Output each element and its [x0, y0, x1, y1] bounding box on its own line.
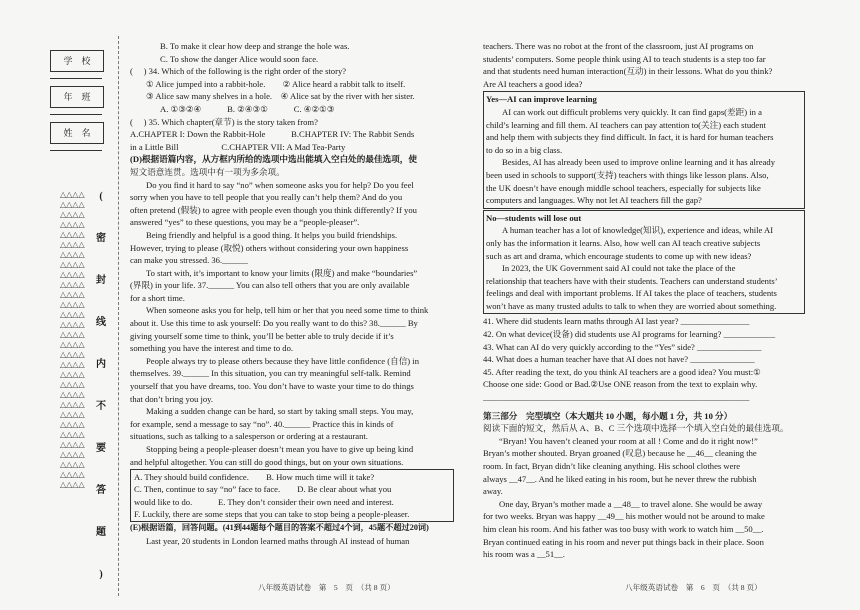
text-line: When someone asks you for help, tell him or her that you need some time to think [146, 305, 429, 316]
triangle-row: △△△△ [60, 340, 85, 349]
triangle-row: △△△△ [60, 190, 85, 199]
triangle-row: △△△△ [60, 250, 85, 259]
cloze-line: Bryan continued eating in his room and never put things back in their place. Soon [483, 536, 764, 547]
question-line: 44. What does a human teacher have that AI does not have? _______________ [483, 354, 755, 365]
cloze-line: room. In fact, Bryan didn’t like cleaning anything. His school clothes were [483, 461, 741, 471]
triangle-row: △△△△ [60, 330, 85, 339]
text-line: Stopping being a people-pleaser doesn’t mean you have to give up being kind [146, 444, 414, 454]
question-line: 45. After reading the text, do you think AI teachers are a good idea? You must:① [483, 366, 761, 377]
text-line: such as art and drama, which encourage students to come up with new ideas? [486, 250, 752, 261]
cloze-line: him clean his room. And his father was too busy with work to watch him __50__. [483, 523, 764, 534]
text-line: and help them with subjects they find difficult. In fact, it is hard for human teachers [486, 132, 774, 143]
triangle-row: △△△△ [60, 350, 85, 359]
class-field-line[interactable] [50, 114, 102, 115]
question-line: Choose one side: Good or Bad.②Use ONE reason from the text to explain why. [483, 379, 758, 390]
text-line: However, trying to please (取悦) others without considering your own happiness [130, 242, 409, 253]
text-line: been used in schools to support(支持) teachers with things like lesson plans. Also, [486, 169, 769, 180]
text-line: Being friendly and helpful is a good thing. It helps you build friendships. [146, 229, 398, 240]
seal-char: 线 [96, 317, 106, 328]
triangle-row: △△△△ [60, 430, 85, 439]
left-text [130, 40, 454, 468]
seal-line-notice [94, 190, 108, 610]
option-line: would like to do. E. They don’t consider their own need and interest. [134, 496, 394, 507]
triangle-row: △△△△ [60, 320, 85, 329]
text-line: that don’t bring you joy. [130, 393, 214, 404]
triangle-row: △△△△ [60, 450, 85, 459]
text-line: Do you find it hard to say “no” when someone asks you for help? Do you feel [146, 179, 414, 190]
triangle-row: △△△△ [60, 360, 85, 369]
text-line: about it. Use this time to ask yourself: Do you really want to do this? 38.______ By [130, 318, 418, 329]
question-line: ______________________________________________________________ [483, 392, 750, 403]
binding-strip [0, 0, 128, 609]
no-box [483, 210, 805, 315]
section3-instruction: 阅读下面的短文，然后从 A、B、C 三个选项中选择一个填入空白处的最佳选项。 [483, 423, 789, 434]
text-line: often pretend (假装) to agree with people even though you think differently? If you [130, 204, 417, 215]
cloze-passage [483, 435, 803, 561]
seal-char: 要 [96, 443, 106, 454]
cloze-line: Bryan’s mother shouted. Bryan groaned (叹息) because he __46__ cleaning the [483, 448, 757, 459]
section3-title: 第三部分 完型填空（本大题共 10 小题，每小题 1 分，共 10 分） [483, 410, 733, 421]
text-line: B. To make it clear how deep and strange the hole was. [160, 41, 350, 51]
text-line: for example, send a message to say “no”. 40.______ Practice this in kinds of [130, 418, 394, 429]
left-column [130, 40, 454, 547]
text-line: won’t have as many trusted adults to talk to when they are worried about something. [486, 300, 777, 311]
cloze-line: for two weeks. Bryan was happy __49__ his mother would not be around to make [483, 511, 765, 522]
triangle-row: △△△△ [60, 240, 85, 249]
triangle-row: △△△△ [60, 470, 85, 479]
question-line: 41. Where did students learn maths through AI last year? ________________ [483, 316, 750, 327]
triangle-border [60, 190, 85, 490]
cloze-line: “Bryan! You haven’t cleaned your room at all ! Come and do it right now!” [499, 435, 758, 446]
ai-article-intro [483, 40, 803, 90]
triangle-row: △△△△ [60, 410, 85, 419]
fold-line [118, 36, 119, 596]
seal-char: 不 [96, 401, 106, 412]
option-line: A. They should build confidence. B. How much time will it take? [134, 472, 375, 483]
triangle-row: △△△△ [60, 200, 85, 209]
text-line: 短文语意连贯。选项中有一项为多余项。 [130, 166, 285, 177]
text-line: Are AI teachers a good idea? [483, 78, 583, 89]
text-line: C. To show the danger Alice would soon face. [160, 53, 319, 64]
cloze-line: always __47__. And he liked eating in his room, but he never threw the rubbish [483, 473, 757, 484]
question-line: 42. On what device(设备) did students use AI programs for learning? ____________ [483, 329, 776, 340]
text-line: only has the information it learns. Also, how well can AI teach creative subjects [486, 237, 761, 248]
triangle-row: △△△△ [60, 460, 85, 469]
text-line: ③ Alice saw many shelves in a hole. ④ Alice sat by the river with her sister. [146, 91, 415, 102]
right-column [483, 40, 803, 561]
seal-open: ( [99, 191, 103, 202]
page-footer-right: 八年级英语试卷 第 6 页 （共 8 页） [625, 583, 762, 592]
cloze-line: his room was a __51__. [483, 549, 565, 560]
triangle-row: △△△△ [60, 440, 85, 449]
text-line: Besides, AI has already been used to improve online learning and it has already [502, 157, 776, 168]
no-heading: No—students will lose out [486, 212, 582, 223]
text-line: ( ) 35. Which chapter(章节) is the story taken from? [130, 116, 318, 127]
text-line: relationship that teachers have with their students. Teachers can understand students’ [486, 275, 778, 286]
text-line: AI can work out difficult problems very quickly. It can find gaps(差距) in a [502, 106, 762, 117]
text-line: feelings and deal with important problems. If AI takes the place of teachers, students [486, 288, 777, 299]
triangle-row: △△△△ [60, 310, 85, 319]
text-line: teachers. There was no robot at the front of the classroom, just AI programs on [483, 41, 754, 51]
triangle-row: △△△△ [60, 380, 85, 389]
triangle-row: △△△△ [60, 290, 85, 299]
text-line: for a short time. [130, 292, 185, 303]
question-line: 43. What can AI do very quickly according to the “Yes” side? _______________ [483, 341, 762, 352]
seal-char: 题 [96, 527, 106, 538]
seal-char: 答 [96, 485, 106, 496]
triangle-row: △△△△ [60, 270, 85, 279]
text-line: in a Little Bill C.CHAPTER VII: A Mad Tea-Party [130, 141, 346, 152]
name-field-line[interactable] [50, 150, 102, 151]
seal-char: 密 [96, 233, 106, 244]
options-box [130, 469, 454, 522]
text-line: answered “yes” to these questions, you may be a “people-pleaser”. [130, 217, 360, 228]
triangle-row: △△△△ [60, 220, 85, 229]
yes-box [483, 91, 805, 208]
triangle-row: △△△△ [60, 300, 85, 309]
text-line: the UK doesn’t have enough middle school teachers, especially for subjects like [486, 182, 761, 193]
class-field-label: 年 班 [50, 86, 104, 108]
text-line: People always try to please others because they have little confidence (自信) in [146, 355, 419, 366]
text-line: In 2023, the UK Government said AI could not take the place of the [502, 263, 736, 274]
text-line: giving yourself some time to think, you’ll be better able to truly decide if it’s [130, 330, 394, 341]
cloze-line: One day, Bryan’s mother made a __48__ to travel alone. She would be away [499, 498, 763, 509]
text-line: students’ computers. Some people think using AI to teach students is a step too far [483, 53, 766, 64]
triangle-row: △△△△ [60, 210, 85, 219]
text-line: ① Alice jumped into a rabbit-hole. ② Alice heard a rabbit talk to itself. [146, 78, 406, 89]
text-line: Making a sudden change can be hard, so start by taking small steps. You may, [146, 406, 414, 417]
text-line: sorry when you have to tell people that you really can’t help them? And do you [130, 192, 403, 203]
text-line: A. ①③②④ B. ②④③① C. ④②①③ [160, 103, 335, 114]
cloze-line: away. [483, 486, 503, 497]
text-line: To start with, it’s important to know your limits (限度) and make “boundaries” [146, 267, 418, 278]
text-line: something you have the interest and time to do. [130, 343, 294, 354]
triangle-row: △△△△ [60, 230, 85, 239]
text-line: (E)根据语篇，回答问题。(41到44题每个题目的答案不超过4个词，45题不超过20词) [130, 523, 429, 532]
text-line: A.CHAPTER I: Down the Rabbit-Hole B.CHAPTER IV: The Rabbit Sends [130, 129, 415, 140]
text-line: situations, such as talking to a salesperson or ordering at a restaurant. [130, 431, 368, 442]
text-line: (D)根据语篇内容，从方框内所给的选项中选出能填入空白处的最佳选项，使 [130, 154, 417, 165]
text-line: Last year, 20 students in London learned maths through AI instead of human [146, 535, 410, 546]
page-footer-left: 八年级英语试卷 第 5 页 （共 8 页） [258, 583, 395, 592]
school-field-line[interactable] [50, 78, 102, 79]
section-e-intro [130, 522, 454, 547]
text-line: and helpful altogether. You can still do good things, but on your own situations. [130, 456, 404, 467]
text-line: themselves. 39.______ In this situation, you can try meaningful self-talk. Remind [130, 368, 411, 379]
option-line: F. Luckily, there are some steps that you can take to stop being a people-pleaser. [134, 508, 410, 519]
text-line: ( ) 34. Which of the following is the right order of the story? [130, 66, 347, 77]
seal-char: 内 [96, 359, 106, 370]
school-field-label: 学 校 [50, 50, 104, 72]
name-field-label: 姓 名 [50, 122, 104, 144]
text-line: and that students need human interaction(互动) in their lessons. What do you think? [483, 66, 773, 77]
text-line: yourself that you have dreams, too. You don’t have to waste your time to do things [130, 381, 414, 392]
triangle-row: △△△△ [60, 280, 85, 289]
yes-heading: Yes—AI can improve learning [486, 94, 597, 105]
option-line: C. Then, continue to say “no” face to face. D. Be clear about what you [134, 484, 392, 495]
text-line: (界限) in your life. 37.______ You can also tell others that you are only available [130, 280, 410, 291]
triangle-row: △△△△ [60, 370, 85, 379]
triangle-row: △△△△ [60, 260, 85, 269]
seal-char: 封 [96, 275, 106, 286]
text-line: A human teacher has a lot of knowledge(知识), experience and ideas, while AI [502, 225, 774, 236]
seal-close: ) [99, 569, 103, 580]
text-line: to do so in a big class. [486, 144, 563, 155]
triangle-row: △△△△ [60, 400, 85, 409]
triangle-row: △△△△ [60, 390, 85, 399]
text-line: can make you stressed. 36.______ [130, 255, 248, 266]
triangle-row: △△△△ [60, 480, 85, 489]
text-line: computers and languages. Why not let AI teachers fill the gap? [486, 195, 702, 206]
questions-41-45 [483, 315, 803, 403]
text-line: child’s learning and fill them. AI teachers can pay attention to(关注) each student [486, 119, 766, 130]
triangle-row: △△△△ [60, 420, 85, 429]
